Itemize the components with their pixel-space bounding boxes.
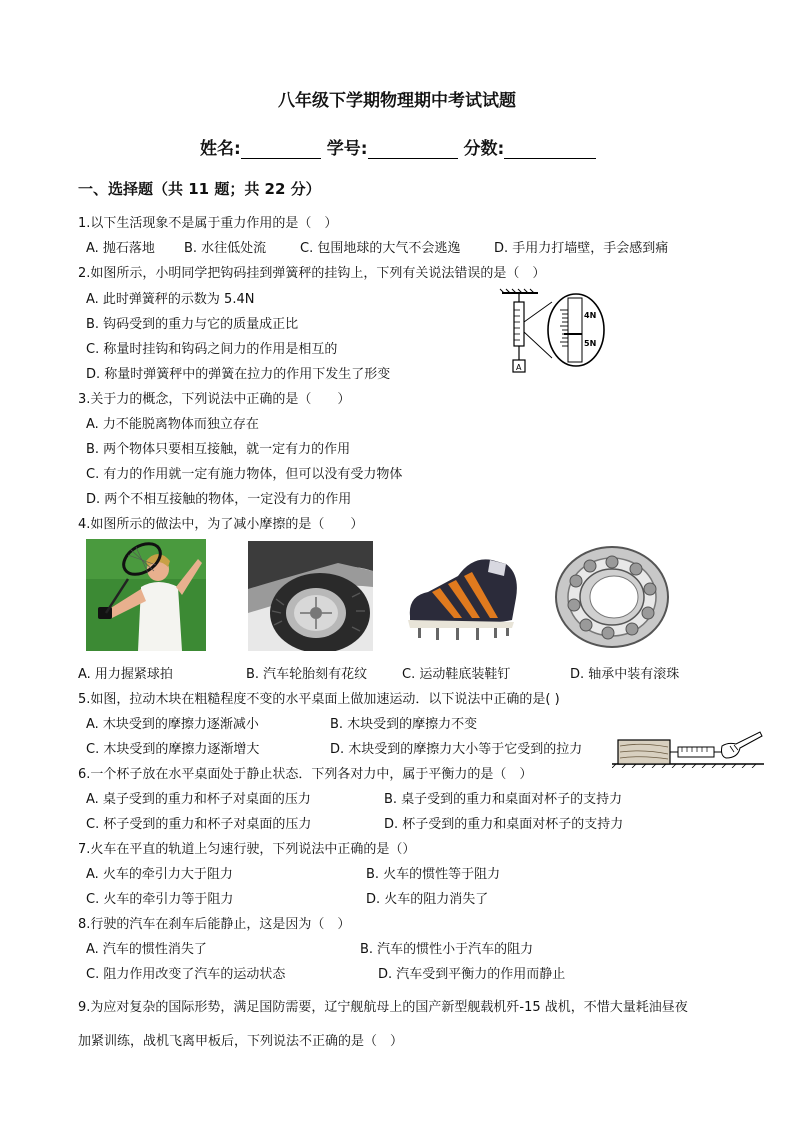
q6-option-c: C. 杯子受到的重力和杯子对桌面的压力: [86, 817, 312, 832]
ball-bearing-image: [548, 541, 670, 651]
q6-option-a: A. 桌子受到的重力和杯子对桌面的压力: [86, 792, 311, 807]
score-label: 分数:: [463, 139, 505, 159]
q1-option-c: C. 包围地球的大气不会逃逸: [300, 241, 461, 256]
q3-option-a: A. 力不能脱离物体而独立存在: [86, 417, 259, 432]
q7-option-c: C. 火车的牵引力等于阻力: [86, 892, 234, 907]
q6-option-d: D. 杯子受到的重力和桌面对杯子的支持力: [384, 817, 624, 832]
student-info-row: [200, 134, 596, 159]
score-blank[interactable]: [504, 140, 596, 159]
question-1-stem: 1.以下生活现象不是属于重力作用的是（ ）: [78, 216, 338, 231]
q7-option-b: B. 火车的惯性等于阻力: [366, 867, 501, 882]
q3-option-d: D. 两个不相互接触的物体，一定没有力的作用: [86, 492, 352, 507]
question-2-stem: 2.如图所示，小明同学把钩码挂到弹簧秤的挂钩上，下列有关说法错误的是（ ）: [78, 266, 546, 281]
q8-option-c: C. 阻力作用改变了汽车的运动状态: [86, 967, 286, 982]
id-label: 学号:: [326, 139, 368, 159]
q2-option-a: A. 此时弹簧秤的示数为 5.4N: [86, 292, 255, 307]
q8-option-b: B. 汽车的惯性小于汽车的阻力: [360, 942, 534, 957]
q3-option-b: B. 两个物体只要相互接触，就一定有力的作用: [86, 442, 351, 457]
q6-option-b: B. 桌子受到的重力和桌面对杯子的支持力: [384, 792, 623, 807]
q1-option-d: D. 手用力打墙壁，手会感到痛: [494, 241, 669, 256]
id-blank[interactable]: [368, 140, 458, 159]
q2-option-b: B. 钩码受到的重力与它的质量成正比: [86, 317, 299, 332]
block-pull-figure: [612, 724, 764, 768]
q5-option-d: D. 木块受到的摩擦力大小等于它受到的拉力: [330, 742, 583, 757]
question-5-stem: 5.如图，拉动木块在粗糙程度不变的水平桌面上做加速运动．以下说法中正确的是( ): [78, 692, 560, 707]
q7-option-d: D. 火车的阻力消失了: [366, 892, 489, 907]
q4-option-b: B. 汽车轮胎刻有花纹: [246, 667, 368, 682]
q5-option-a: A. 木块受到的摩擦力逐渐减小: [86, 717, 259, 732]
question-7-stem: 7.火车在平直的轨道上匀速行驶，下列说法中正确的是（）: [78, 842, 416, 857]
q2-option-d: D. 称量时弹簧秤中的弹簧在拉力的作用下发生了形变: [86, 367, 391, 382]
tennis-player-image: [86, 539, 206, 651]
q1-option-a: A. 抛石落地: [86, 241, 155, 256]
q1-option-b: B. 水往低处流: [184, 241, 267, 256]
q7-option-a: A. 火车的牵引力大于阻力: [86, 867, 233, 882]
question-4-stem: 4.如图所示的做法中，为了减小摩擦的是（ ）: [78, 517, 364, 532]
q4-option-d: D. 轴承中装有滚珠: [570, 667, 680, 682]
q4-option-a: A. 用力握紧球拍: [78, 667, 173, 682]
q3-option-c: C. 有力的作用就一定有施力物体，但可以没有受力物体: [86, 467, 403, 482]
question-9-stem-line-2: 加紧训练，战机飞离甲板后，下列说法不正确的是（ ）: [78, 1034, 404, 1049]
page-title: 八年级下学期物理期中考试试题: [278, 91, 516, 111]
scale-label-5n: 5N: [584, 339, 597, 348]
q2-option-c: C. 称量时挂钩和钩码之间力的作用是相互的: [86, 342, 338, 357]
spring-scale-figure: [498, 288, 613, 376]
question-9-stem-line-1: 9.为应对复杂的国际形势，满足国防需要，辽宁舰航母上的国产新型舰载机歼-15 战机，不惜大量耗油昼夜: [78, 1000, 688, 1015]
scale-label-4n: 4N: [584, 311, 597, 320]
question-8-stem: 8.行驶的汽车在刹车后能静止，这是因为（ ）: [78, 917, 351, 932]
running-shoe-image: [402, 546, 524, 646]
q5-option-c: C. 木块受到的摩擦力逐渐增大: [86, 742, 260, 757]
car-tire-image: [248, 541, 373, 651]
question-3-stem: 3.关于力的概念，下列说法中正确的是（ ）: [78, 392, 351, 407]
q8-option-a: A. 汽车的惯性消失了: [86, 942, 207, 957]
name-blank[interactable]: [241, 140, 321, 159]
section-title: 一、选择题（共 11 题；共 22 分）: [78, 180, 321, 198]
q8-option-d: D. 汽车受到平衡力的作用而静止: [378, 967, 566, 982]
q4-option-c: C. 运动鞋底装鞋钉: [402, 667, 511, 682]
question-6-stem: 6.一个杯子放在水平桌面处于静止状态．下列各对力中，属于平衡力的是（ ）: [78, 767, 533, 782]
weight-label: A: [516, 363, 522, 372]
name-label: 姓名:: [200, 139, 241, 159]
q5-option-b: B. 木块受到的摩擦力不变: [330, 717, 478, 732]
